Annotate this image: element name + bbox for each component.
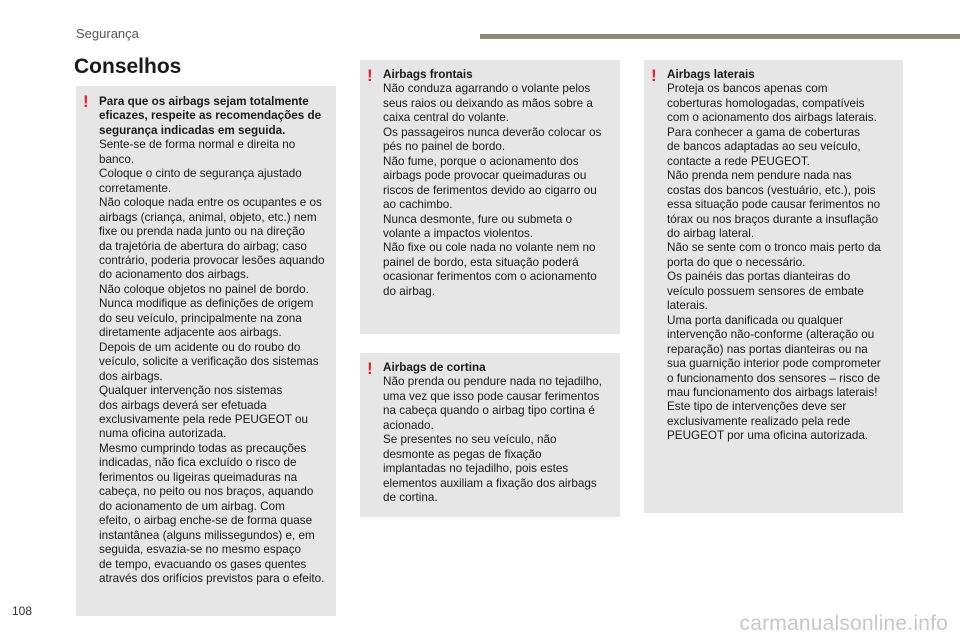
warning-icon: ! xyxy=(83,92,89,111)
general-advice-text: Sente-se de forma normal e direita no banco. Coloque o cinto de segurança ajustado corretamente. Não coloque nada entre os ocupantes e os airbags (criança, animal, objeto, etc.) nem fixe ou prenda nada junto ou na direção da trajetória de abertura do airbag; caso contrário, poderia provocar lesões aquando do acionamento dos airbags. Não coloque objetos no painel de bordo. Nunca modifique as definições de origem do seu veículo, principalmente na zona diretamente adjacente aos airbags. Depois de um acidente ou do roubo do veículo, solicite a verificação dos sistemas dos airbags. Qualquer intervenção nos sistemas dos airbags deverá ser efetuada exclusivamente pela rede PEUGEOT ou numa oficina autorizada. Mesmo cumprindo todas as precauções indicadas, não fica excluído o risco de ferimentos ou ligeiras queimaduras na cabeça, no peito ou nos braços, aquando do acionamento de um airbag. Com efeito, o airbag enche-se de forma quase instantânea (alguns milissegundos) e, em seguida, esvazia-se no mesmo espaço de tempo, evacuando os gases quentes através dos orifícios previstos para o efeito. xyxy=(99,138,325,585)
curtain-airbags-text: Não prenda ou pendure nada no tejadilho, uma vez que isso pode causar ferimentos na cabeça quando o airbag tipo cortina é acionado. Se presentes no seu veículo, não desmonte as pegas de fixação implantadas no tejadilho, pois estes elementos auxiliam a fixação dos airbags de cortina. xyxy=(383,375,602,505)
general-advice-heading: Para que os airbags sejam totalmente eficazes, respeite as recomendações de segurança indicadas em seguida. xyxy=(99,95,322,137)
frontal-airbags-text: Não conduza agarrando o volante pelos seus raios ou deixando as mãos sobre a caixa central do volante. Os passageiros nunca deverão colocar os pés no painel de bordo. Não fume, porque o acionamento dos airbags pode provocar queimaduras ou riscos de ferimentos devido ao cigarro ou ao cachimbo. Nunca desmonte, fure ou submeta o volante a impactos violentos. Não fixe ou cole nada no volante nem no painel de bordo, esta situação poderá ocasionar ferimentos com o acionamento do airbag. xyxy=(383,82,602,298)
watermark: carmanualsonline.info xyxy=(739,612,948,635)
section-label: Segurança xyxy=(76,26,139,41)
curtain-airbags-heading: Airbags de cortina xyxy=(383,361,486,374)
warning-icon: ! xyxy=(651,66,657,85)
lateral-airbags-heading: Airbags laterais xyxy=(667,68,755,81)
airbag-general-advice-box xyxy=(76,86,336,616)
header-rule xyxy=(480,34,960,39)
lateral-airbags-text: Proteja os bancos apenas com coberturas homologadas, compatíveis com o acionamento dos airbags laterais. Para conhecer a gama de coberturas de bancos adaptadas ao seu veículo, contacte a rede PEUGEOT. Não prenda nem pendure nada nas costas dos bancos (vestuário, etc.), pois essa situação pode causar ferimentos no tórax ou nos braços durante a insuflação do airbag lateral. Não se sente com o tronco mais perto da porta do que o necessário. Os painéis das portas dianteiras do veículo possuem sensores de embate laterais. Uma porta danificada ou qualquer intervenção não-conforme (alteração ou reparação) nas portas dianteiras ou na sua guarnição interior pode comprometer o funcionamento dos sensores – risco de mau funcionamento dos airbags laterais! Este tipo de intervenções deve ser exclusivamente realizado pela rede PEUGEOT por uma oficina autorizada. xyxy=(667,82,881,443)
warning-icon: ! xyxy=(367,66,373,85)
page-title: Conselhos xyxy=(74,55,182,78)
frontal-airbags-heading: Airbags frontais xyxy=(383,68,473,81)
page-number: 108 xyxy=(12,604,33,618)
frontal-airbags-box xyxy=(360,60,620,334)
warning-icon: ! xyxy=(367,359,373,378)
curtain-airbags-box xyxy=(360,353,620,517)
lateral-airbags-box xyxy=(644,60,903,513)
